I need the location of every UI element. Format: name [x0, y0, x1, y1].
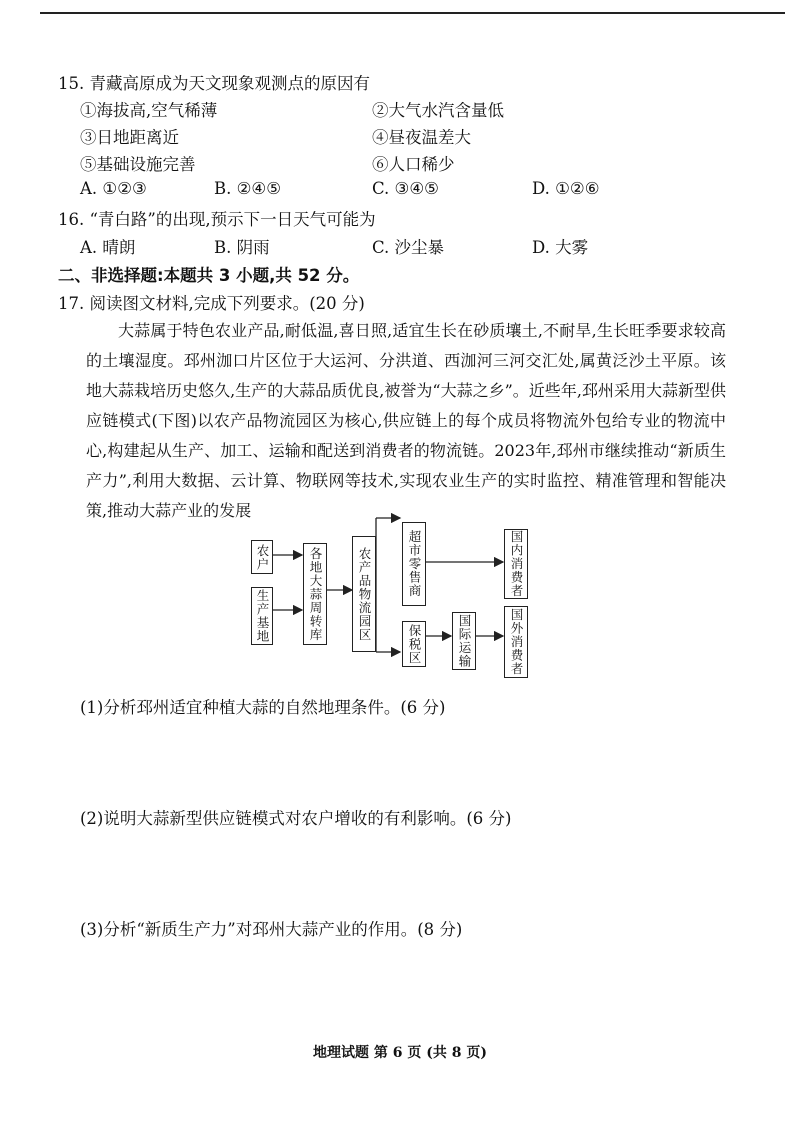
park-box: [352, 536, 376, 652]
q16-choice-c: C. 沙尘暴: [372, 238, 445, 257]
q17-sub2: (2)说明大蒜新型供应链模式对农户增收的有利影响。(6 分): [80, 809, 512, 828]
q15-option-6: ⑥人口稀少: [372, 155, 455, 174]
q15-stem: 15. 青藏高原成为天文现象观测点的原因有: [58, 74, 370, 93]
q15-option-4: ④昼夜温差大: [372, 128, 471, 147]
domestic-consumer-box: [504, 529, 528, 599]
q17-passage-text: 大蒜属于特色农业产品,耐低温,喜日照,适宜生长在砂质壤土,不耐旱,生长旺季要求较高的土壤湿度。邳州泇口片区位于大运河、分洪道、西泇河三河交汇处,属黄泛沙土平原。该地大蒜栽培历史悠久,生产的大蒜品质优良,被誉为“大蒜之乡”。近些年,邳州采用大蒜新型供应链模式(下图)以农产品物流园区为核心,供应链上的每个成员将物流外包给专业的物流中心,构建起从生产、加工、运输和配送到消费者的物流链。2023年,邳州市继续推动“新质生产力”,利用大数据、云计算、物联网等技术,实现农业生产的实时监控、精准管理和智能决策,推动大蒜产业的发展: [86, 321, 726, 520]
q16-choice-d: D. 大雾: [532, 238, 589, 257]
q17-stem: 17. 阅读图文材料,完成下列要求。(20 分): [58, 294, 365, 313]
q15-option-1: ①海拔高,空气稀薄: [80, 101, 218, 120]
foreign-consumer-label: 国外消费者: [509, 608, 524, 676]
q15-choice-a: A. ①②③: [80, 179, 147, 198]
foreign-consumer-box: [504, 606, 528, 678]
depot-label: 各地大蒜周转库: [308, 546, 323, 642]
q16-choice-b: B. 阴雨: [214, 238, 270, 257]
intl-transport-box: [452, 612, 476, 670]
base-label: 生产基地: [255, 589, 270, 643]
farmer-box: [251, 540, 273, 574]
bonded-box: [402, 621, 426, 667]
domestic-consumer-label: 国内消费者: [509, 530, 524, 598]
q15-option-3: ③日地距离近: [80, 128, 179, 147]
q15-choice-d: D. ①②⑥: [532, 179, 600, 198]
q15-option-5: ⑤基础设施完善: [80, 155, 196, 174]
depot-box: [303, 543, 327, 645]
q15-choice-b: B. ②④⑤: [214, 179, 281, 198]
retail-label: 超市零售商: [407, 530, 422, 598]
farmer-label: 农户: [255, 543, 270, 571]
bonded-label: 保税区: [407, 623, 422, 665]
q16-stem: 16. “青白路”的出现,预示下一日天气可能为: [58, 210, 376, 229]
q16-choice-a: A. 晴朗: [80, 238, 136, 257]
q17-sub1: (1)分析邳州适宜种植大蒜的自然地理条件。(6 分): [80, 698, 446, 717]
page-footer: 地理试题 第 6 页 (共 8 页): [313, 1045, 487, 1061]
q15-choice-c: C. ③④⑤: [372, 179, 439, 198]
section-heading: 二、非选择题:本题共 3 小题,共 52 分。: [58, 266, 360, 285]
park-label: 农产品物流园区: [357, 546, 372, 642]
retail-box: [402, 522, 426, 606]
q15-option-2: ②大气水汽含量低: [372, 101, 504, 120]
q17-sub3: (3)分析“新质生产力”对邳州大蒜产业的作用。(8 分): [80, 920, 463, 939]
intl-transport-label: 国际运输: [457, 614, 472, 668]
base-box: [251, 587, 273, 645]
